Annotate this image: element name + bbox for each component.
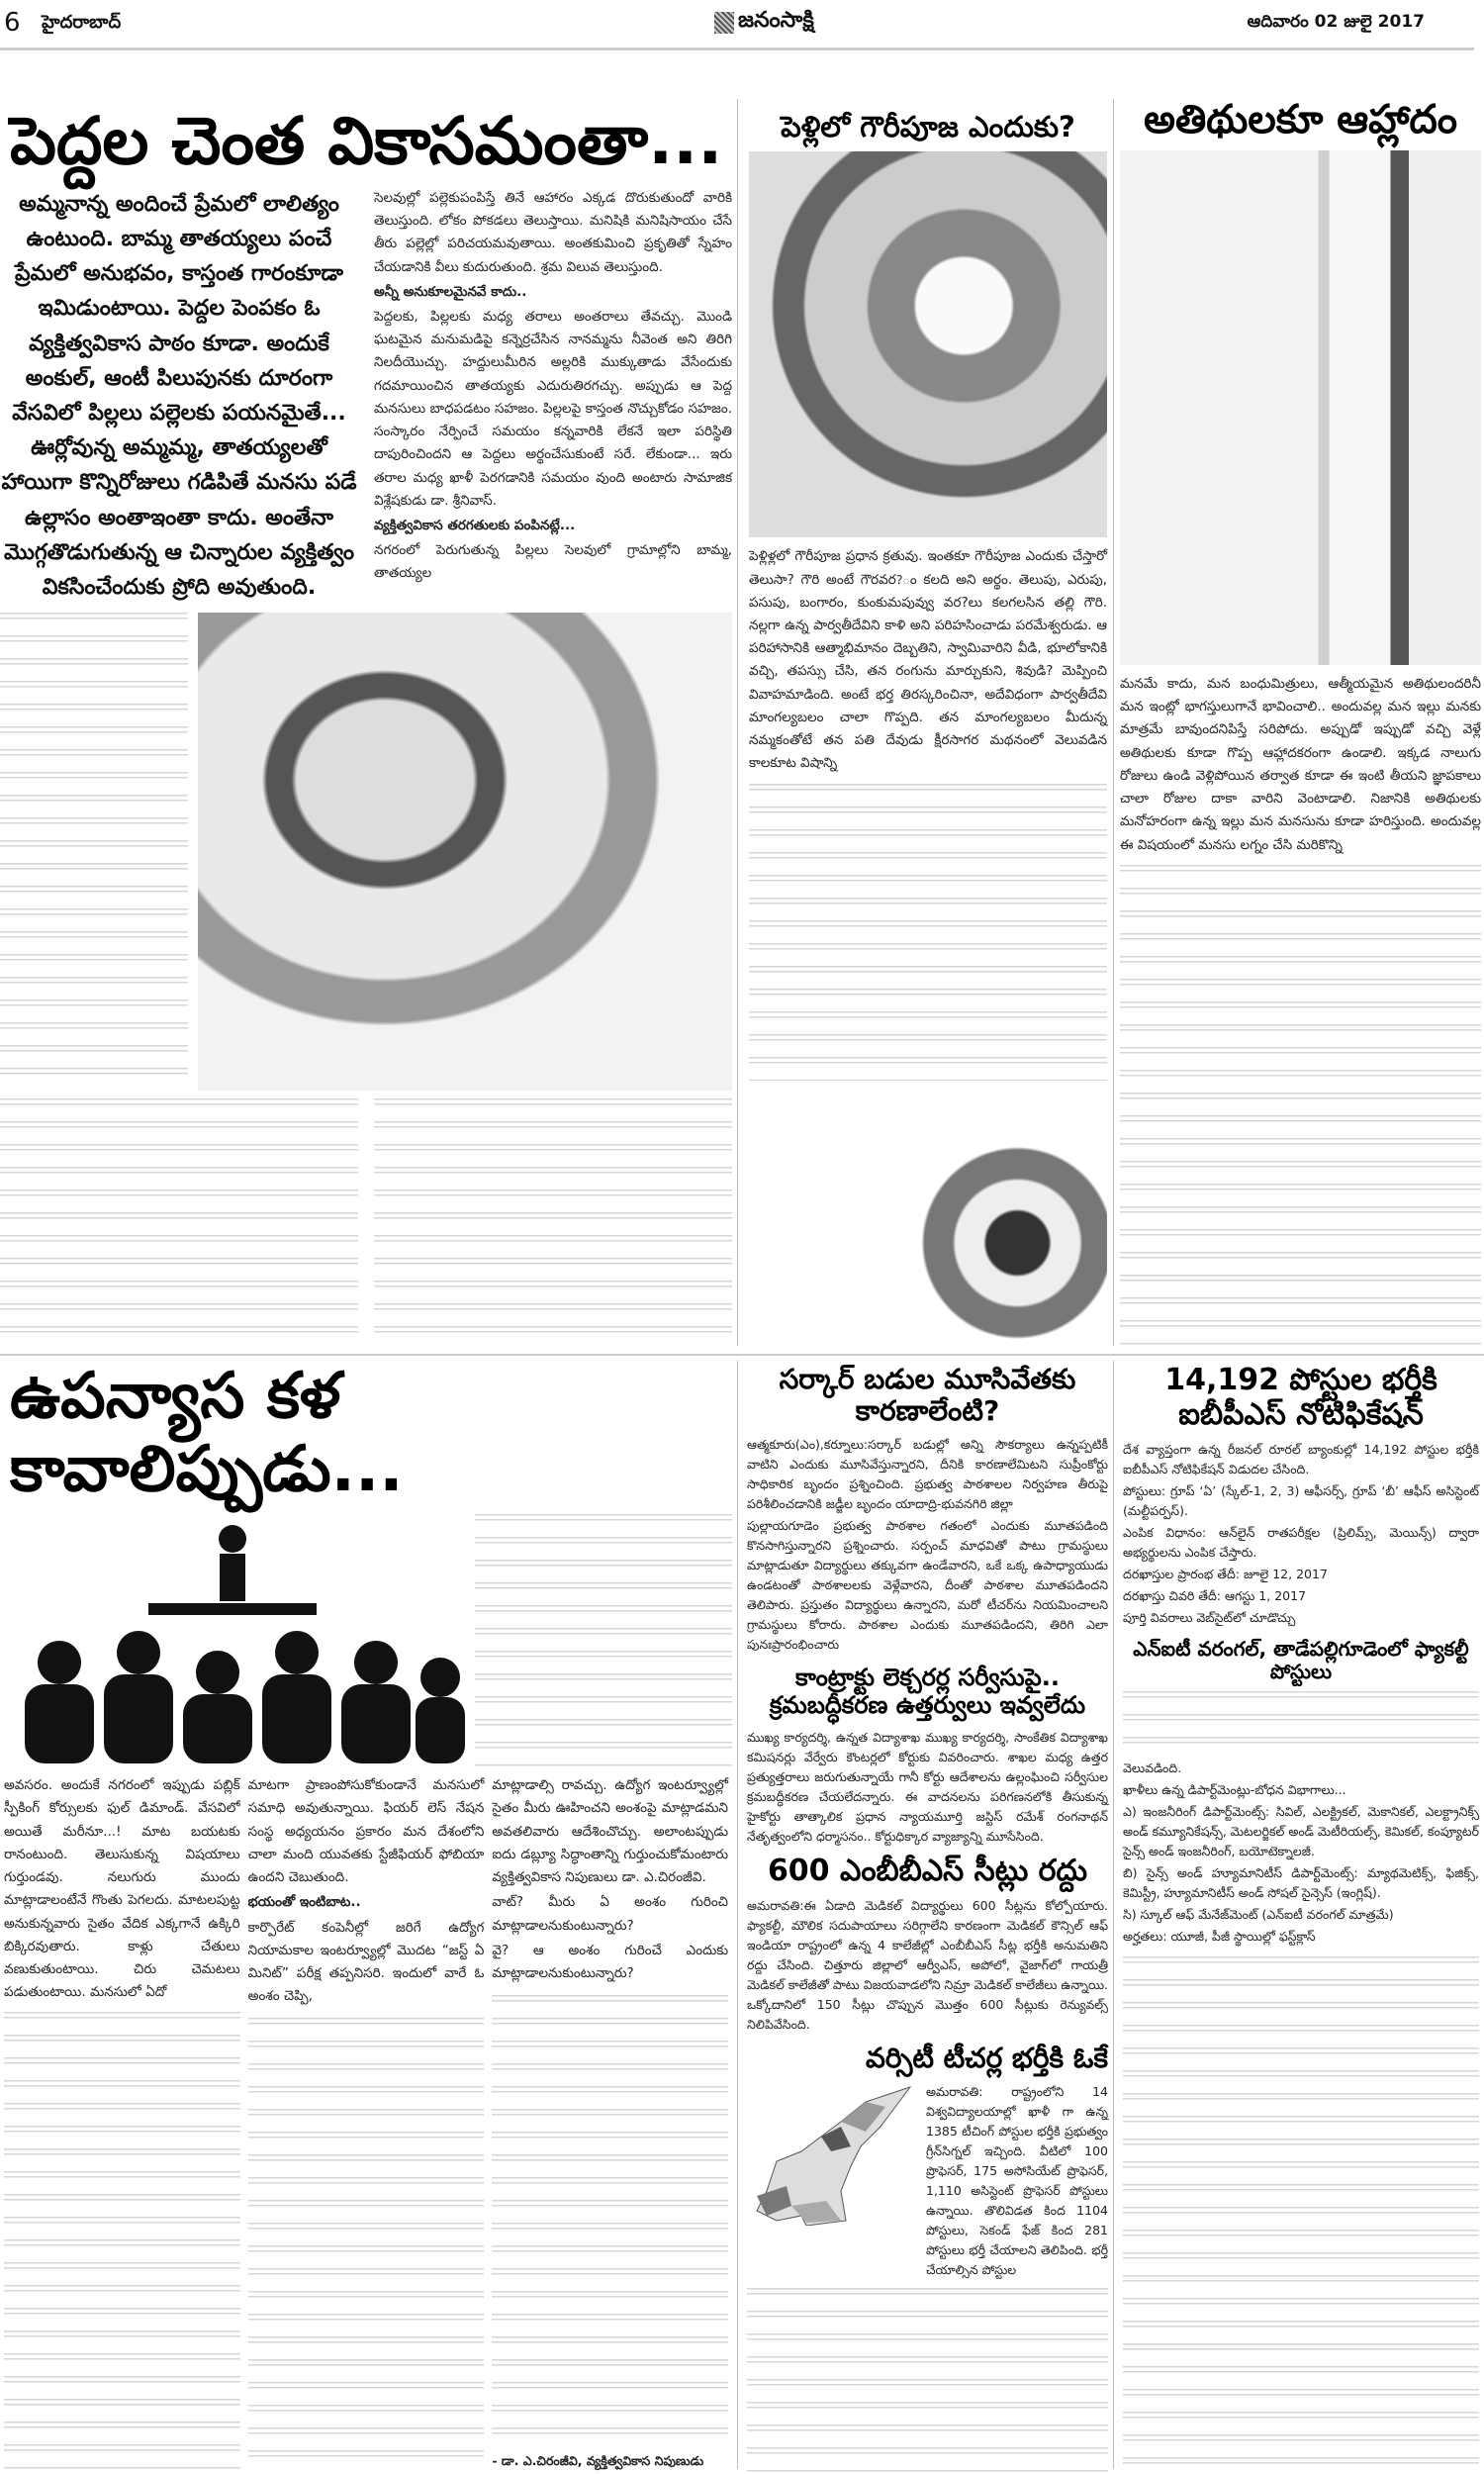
paragraph: బి) సైన్స్ అండ్ హ్యూమానిటీస్ డిపార్ట్‌మెంట్స్: మ్యాథమెటిక్స్, ఫిజిక్స్, కెమిస్ట్రీ, హ్యూమానిటీస్ అండ్ సోషల్ సైన్సెస్ (ఇంగ్లిష్). xyxy=(1123,1865,1479,1900)
mid-bottom-column xyxy=(747,1364,1108,2472)
headline-ibps-notification: 14,192 పోస్టుల భర్తీకి ఐబీపీఎస్ నోటిఫికేషన్ xyxy=(1164,1363,1438,1432)
lecturers-body: ముఖ్య కార్యదర్శి, ఉన్నత విద్యాశాఖ ముఖ్య కార్యదర్శి, సాంకేతిక విద్యాశాఖ కమిషనర్లు వేర్వేరు కౌంటర్లలో కోర్టుకు వివరించారు. శాఖల మధ్య ఉత్తర ప్రత్యుత్తరాలు జరుగుతున్నాయే గానీ కోర్టు ఆదేశాలను ఉల్లంఘించి సర్వీసుల క్రమబద్ధీకరణ చేయలేదన్నారు. ఈ వాదనలను పరిగణనలోకి తీసుకున్న హైకోర్టు తాత్కాలిక ప్రధాన న్యాయమూర్తి జస్టిస్ రమేశ్ రంగనాథన్ నేతృత్వంలోని ధర్మాసనం.. కోర్టుధిక్కార వ్యాజ్యాన్ని మూసేసింది. xyxy=(747,1729,1108,1844)
speech-body-text xyxy=(492,1995,728,2443)
article-elders xyxy=(0,104,732,1346)
paragraph: ఎ) ఇంజనీరింగ్ డిపార్ట్‌మెంట్స్: సివిల్, ఎలక్ట్రికల్, మెకానికల్, ఎలక్ట్రానిక్స్ అండ్ కమ్యూనికేషన్స్, మెటలర్జికల్ అండ్ మెటీరియల్స్, కెమికల్, కంప్యూటర్ సైన్స్ అండ్ ఇంజనీరింగ్, బయోటెక్నాలజీ. xyxy=(1123,1804,1479,1858)
speech-column-2 xyxy=(248,1774,485,2010)
paragraph: పెద్దలకు, పిల్లలకు మధ్య తరాలు అంతరాలు తేవచ్చు. మొండి ఘటమైన మనుమడిపై కన్నెర్రచేసిన నానమ్మను నీవెంత అని తిరిగి నిలదీయొచ్చు. హద్దులుమీరిన అల్లరికి ముక్కుతాడు వేసేందుకు గదమాయించిన తాతయ్యకు ఎదురుతిరగచ్చు. అప్పుడు ఆ పెద్ద మనసులు బాధపడటం సహజం. పిల్లలపై కాస్తంత నొచ్చుకోడం సహజం. సంస్కారం నేర్పించే సమయం కన్నవారికి లేకనే ఇలా పరిస్థితి దాపురించిందని ఆ పెద్దలు అర్థంచేసుకుంటే సరే. లేకుండా... ఇరు తరాల మధ్య ఖాళీ పెరగడానికి సమయం వుంది అంటారు సామాజిక విశ్లేషకుడు డా. శ్రీనివాస్. xyxy=(374,308,732,509)
headline-elders: పెద్దల చెంత వికాసమంతా... xyxy=(10,103,723,179)
paragraph: పోస్టులు: గ్రూప్ ‘ఏ’ (స్కేల్-1, 2, 3) ఆఫీసర్స్, గ్రూప్ ‘బీ’ ఆఫీస్ అసిస్టెంట్ (మల్టీపర్పస్). xyxy=(1123,1483,1479,1518)
speech-column-3 xyxy=(492,1774,728,1987)
paragraph: ఆత్మకూరు(ఎం),కర్నూలు:సర్కార్ బడుల్లో అన్ని సౌకర్యాలు ఉన్నప్పటికీ వాటిని ఎందుకు మూసివేస్తున్నారని, దీనికి కారణాలేమిటని సుప్రీంకోర్టు సాధికారిక బృందం ప్రశ్నించింది. ప్రభుత్వ పాఠశాలల నిర్వహణ తీరుపై పరిశీలించడానికి జడ్జీల బృందం యాదాద్రి-భువనగిరి జిల్లా xyxy=(747,1437,1108,1512)
speech-body-text xyxy=(475,1514,732,1766)
headline-gouri-puja: పెళ్లిలో గౌరీపూజ ఎందుకు? xyxy=(781,110,1075,143)
speech-column-1-wrap xyxy=(4,1774,240,2471)
headline-contract-lecturers xyxy=(747,1665,1108,1719)
nit-body-text xyxy=(1123,1956,1479,2472)
subheading: భయంతో ఇంటిబాట.. xyxy=(247,1894,361,1911)
elders-top-columns xyxy=(0,187,732,605)
schools-body xyxy=(747,1435,1108,1657)
right-bottom-column xyxy=(1123,1364,1479,2472)
column-divider xyxy=(1113,99,1114,1346)
elders-body-text xyxy=(0,1098,358,1346)
headline-university-teachers: వర్సిటీ టీచర్ల భర్తీకి ఓకే xyxy=(866,2042,1108,2075)
paragraph: పుల్లాయగూడెం ప్రభుత్వ పాఠశాల గతంలో ఎందుకు మూతపడింది కొనసాగిస్తున్నారని ప్రశ్నించారు. సర్పంచ్ మాధవితో పాటు గ్రామస్థులు మాట్లాడుతూ విద్యార్థులు తక్కువగా ఉండేవారని, ఒకే ఒక్క ఉపాధ్యాయుడు ఉండటంతో పాఠశాలలకు వెళ్లేవారని, దీంతో పాఠశాల మూతపడిందని తెలిపారు. ప్రస్తుతం విద్యార్థులు ఉన్నారని, మరో టీచర్‌ను నియమించాలని గ్రామస్థులు కోరారు. పాఠశాల ఎందుకు మూతపడిందని, తిరిగి ఎలా పునఃప్రారంభించారు xyxy=(747,1518,1108,1653)
speech-illustration-row xyxy=(0,1514,732,1766)
bride-hands-idol-photo xyxy=(749,1089,1107,1346)
mbbs-body: అమరావతి:ఈ ఏడాది మెడికల్ విద్యార్థులు 600 సీట్లను కోల్పోయారు. ఫ్యాకల్టీ, మౌలిక సదుపాయాలు సరిగ్గాలేని కారణంగా మెడికల్ కౌన్సిల్ ఆఫ్ ఇండియా రాష్ట్రంలో ఉన్న 4 కాలేజీల్లో ఎంబీబీఎస్ సీట్ల భర్తీకి అనుమతిని రద్దు చేసింది. చిత్తూరు జిల్లాలో ఆర్వీఎస్, అపోలో, వైజాగ్‌లో గాయత్రీ మెడికల్ కాలేజీతో పాటు విజయవాడలోని నిమ్రా మెడికల్ కాలేజీలు ఉన్నాయి. ఒక్కోదానిలో 150 సీట్లు చొప్పున మొత్తం 600 సీట్లుకు రెన్యువల్స్ నిలిపివేసింది. xyxy=(747,1898,1108,2033)
speech-column-1: అవసరం. అందుకే నగరంలో ఇప్పుడు పబ్లిక్ స్పీకింగ్ కోర్సులకు ఫుల్ డిమాండ్. వేసవిలో అయితే మరీనూ...! మాట బయటకు రానంటుంది. తెలుసుకున్న విషయాలు గుర్తుండవు. నలుగురు ముందు మాట్లాడాలంటేనే గొంతు పెగలదు. మాటలపుట్ట అనుకున్నవారు సైతం వేదిక ఎక్కగానే ఉక్కిరి బిక్కిరవుతారు. కాళ్లు చేతులు వణుకుతుంటాయి. చిరు చెమటలు పడుతుంటాయి. మనసులో ఏదో xyxy=(4,1777,240,2001)
headline-line: క్రమబద్ధీకరణ ఉత్తర్వులు ఇవ్వలేదు xyxy=(769,1690,1086,1719)
headline-school-closures: సర్కార్ బడుల మూసివేతకు కారణాలేంటి? xyxy=(779,1363,1076,1428)
headline-guests: అతిథులకూ ఆహ్లాదం xyxy=(1143,97,1457,143)
paragraph: కార్పొరేట్ కంపెనీల్లో జరిగే ఉద్యోగ నియామకాల ఇంటర్వ్యూల్లో మొదట “జస్ట్ ఏ మినిట్” పరీక్ష తప్పనిసరి. ఇందులో వారే ఓ అంశం చెప్పి, xyxy=(247,1919,485,2005)
gouri-body-text xyxy=(749,784,1107,1081)
elders-bottom-columns xyxy=(0,1098,732,1346)
paragraph: వాట్? మీరు ఏ అంశం గురించి మాట్లాడాలనుకుంటున్నారు? xyxy=(492,1894,729,1934)
paragraph: మాట్లాడాల్సి రావచ్చు. ఉద్యోగ ఇంటర్వ్యూల్లో సైతం మీరు ఊహించని అంశంపై మాట్లాడమని అవతలివారు ఆదేశించొచ్చు. అలాంటప్పుడు ఐదు డబ్ల్యూ సిద్ధాంతాన్ని గుర్తుంచుకోమంటారు వ్యక్తిత్వవికాస నిపుణులు డా. ఎ.చిరంజీవి. xyxy=(492,1777,729,1886)
speaker-audience-illustration xyxy=(0,1514,465,1766)
logo-text: జనంసాక్షి xyxy=(738,8,814,33)
article-guests xyxy=(1120,97,1481,1346)
paragraph: పూర్తి వివరాలు వెబ్‌సైట్‌లో చూడొచ్చు xyxy=(1123,1610,1296,1625)
logo-emblem-icon xyxy=(714,12,734,34)
application-end-date: దరఖాస్తు చివరి తేదీ: ఆగస్టు 1, 2017 xyxy=(1123,1588,1307,1603)
page-number: 6 xyxy=(4,8,21,38)
section-rule xyxy=(0,1354,1484,1356)
varsity-body: అమరావతి: రాష్ట్రంలోని 14 విశ్వవిద్యాలయాల్లో ఖాళీ గా ఉన్న 1385 టీచింగ్ పోస్టుల భర్తీకి ప్రభుత్వం గ్రీన్‌సిగ్నల్ ఇచ్చింది. వీటిలో 100 ప్రొఫెసర్, 175 అసోసియేట్ ప్రొఫెసర్, 1,110 అసిస్టెంట్ ప్రొఫెసర్ పోస్టులు ఉన్నాయి. తొలివిడత కింద 1104 పోస్టులు, సెకండ్ ఫేజ్ కింద 281 పోస్టులు భర్తీ చేయాలని తెలిపింది. భర్తీ చేయాల్సిన పోస్టుల xyxy=(926,2084,1108,2278)
elders-column-2 xyxy=(374,187,732,605)
gouri-body: పెళ్లిళ్లలో గౌరీపూజ ప్రధాన క్రతువు. ఇంతకూ గౌరీపూజ ఎందుకు చేస్తారో తెలుసా? గౌరి అంటే గౌరవర?ం కలది అని అర్థం. తెలుపు, ఎరుపు, పసుపు, బంగారం, కుంకుమపువ్వు వర?లు కలగలసిన తల్లి గౌరి. నల్లగా ఉన్న పార్వతీదేవిని కాళి అని పరిహసించాడు పరమేశ్వరుడు. ఆ పరిహాసానికి ఆత్మాభిమానం దెబ్బతిని, స్వామివారిని వీడి, భూలోకానికి వచ్చి, తపస్సు చేసి, తన రంగును మార్చుకుని, శివుడి? మెప్పించి వివాహమాడింది. అంటే భర్త తిరస్కరించినా, అదేవిధంగా పార్వతీదేవి మాంగల్యబలం చాలా గొప్పది. తన మాంగల్యబలం మీదున్న నమ్మకంతోటే తన పతి దేవుడు క్షీరసాగర మథనంలో వెలువడిన కాలకూట విషాన్ని xyxy=(749,548,1107,772)
paragraph: దేశ వ్యాప్తంగా ఉన్న రీజనల్ రూరల్ బ్యాంకుల్లో 14,192 పోస్టుల భర్తీకి ఐబీపీఎస్ నోటిఫికేషన్ విడుదల చేసింది. xyxy=(1123,1442,1479,1476)
varsity-body-text xyxy=(747,2288,1108,2472)
article-speech xyxy=(0,1361,732,2471)
paragraph: సెలవుల్లో పల్లెకుపంపిస్తే తినే ఆహారం ఎక్కడ దొరుకుతుందో వారికి తెలుస్తుంది. లోకం పోకడలు తెలుస్తాయి. మనిషికి మనిషిసాయం చేసే తీరు పల్లెల్లో పరిచయమవుతాయి. అంతకుమించి ప్రకృతితో స్నేహం చేయడానికి వీలు కుదురుతుంది. శ్రమ విలువ తెలుస్తుంది. xyxy=(374,189,732,275)
ibps-body xyxy=(1123,1440,1479,1630)
column-divider xyxy=(737,99,738,1346)
speech-column-2-wrap xyxy=(248,1774,485,2471)
masthead-rule xyxy=(0,48,1474,50)
paragraph: ఎంపిక విధానం: ఆన్‌లైన్ రాతపరీక్షల (ప్రిలిమ్స్, మెయిన్స్) ద్వారా అభ్యర్థులను ఎంపిక చేస్తారు. xyxy=(1123,1525,1479,1560)
speech-body-text xyxy=(248,2018,485,2471)
speech-body-text xyxy=(4,2012,240,2471)
paragraph: ఖాళీలు ఉన్న డిపార్ట్‌మెంట్లు-బోధన విభాగాలు... xyxy=(1123,1782,1346,1797)
wedding-ritual-photo xyxy=(749,151,1107,537)
column-divider xyxy=(737,1361,738,2469)
paragraph: వెలువడింది. xyxy=(1123,1760,1182,1775)
subheading: వ్యక్తిత్వవికాస తరగతులకు పంపినట్లే... xyxy=(374,517,576,533)
newspaper-logo xyxy=(714,8,814,38)
guests-body: మనమే కాదు, మన బంధుమిత్రులు, ఆత్మీయమైన అతిథులందరినీ మన ఇంట్లో భాగస్తులుగానే భావించాలి.. అందువల్ల మన ఇల్లు మనకు మాత్రమే బావుందనిపిస్తే సరిపోదు. అప్పుడో ఇప్పుడో వచ్చి వెళ్లే అతిథులకు కూడా గొప్ప ఆహ్లాదకరంగా ఉండాలి. ఇక్కడ నాలుగు రోజులు ఉండి వెళ్లిపోయిన తర్వాత కూడా ఈ ఇంటి తీయని జ్ఞాపకాలు చాలా రోజుల దాకా వారిని వెంటాడాలి. నిజానికి అతిథులకు మనోహరంగా ఉన్న ఇల్లు మన మనసును కూడా హరిస్తుంది. అందువల్ల ఈ విషయంలో మనసు లగ్నం చేసి మరికొన్ని xyxy=(1120,676,1481,853)
paragraph: సి) స్కూల్ ఆఫ్ మేనేజ్‌మెంట్ (ఎన్ఐటీ వరంగల్ మాత్రమే) xyxy=(1123,1907,1394,1922)
speech-byline: - డా. ఎ.చిరంజీవి, వ్యక్తిత్వవికాస నిపుణుడు xyxy=(492,2453,704,2468)
grandmother-feeding-child-photo xyxy=(198,613,732,1091)
paragraph: నగరంలో పెరుగుతున్న పిల్లలు సెలవులో గ్రామాల్లోని బామ్మ, తాతయ్యల xyxy=(374,542,732,582)
article-gouri xyxy=(749,111,1107,1346)
guests-body-text xyxy=(1120,865,1481,1346)
headline-nit-faculty: ఎన్ఐటీ వరంగల్, తాడేపల్లిగూడెంలో ఫ్యాకల్టీ పోస్టులు xyxy=(1133,1637,1469,1683)
elders-body-text xyxy=(374,1098,732,1346)
paragraph: అర్హతలు: యూజీ, పీజీ స్థాయిల్లో ఫస్ట్‌క్లాస్ xyxy=(1123,1929,1316,1944)
paragraph: మాటగా ప్రాణంపోసుకోకుండానే మనసులో సమాధి అవుతున్నాయి. ఫియర్ లెస్ నేషన సంస్థ అధ్యయనం ప్రకారం మన దేశంలోని చాలా మంది యువతకు స్టేజీఫియర్ ఫోబియా ఉందని చెబుతుంది. xyxy=(247,1777,485,1886)
column-divider xyxy=(1113,1361,1114,2469)
dining-room-photo xyxy=(1120,150,1481,665)
varsity-row xyxy=(747,2082,1108,2280)
subheading: అన్నీ అనుకూలమైనవే కాదు.. xyxy=(374,283,527,300)
headline-mbbs-seats: 600 ఎంబీబీఎస్ సీట్లు రద్దు xyxy=(767,1853,1088,1888)
edition-label: హైదరాబాద్ xyxy=(42,12,122,33)
paragraph: వై? ఆ అంశం గురించే ఎందుకు మాట్లాడాలనుకుంటున్నారు? xyxy=(492,1942,729,1981)
speech-column-3-wrap xyxy=(492,1774,728,2471)
nit-body xyxy=(1123,1759,1479,1949)
andhra-pradesh-map xyxy=(747,2082,920,2226)
application-start-date: దరఖాస్తుల ప్రారంభ తేదీ: జూలై 12, 2017 xyxy=(1123,1567,1328,1581)
elders-body-text xyxy=(0,613,188,1091)
headline-line: కాంట్రాక్టు లెక్చరర్ల సర్వీసుపై.. xyxy=(795,1664,1060,1692)
headline-public-speaking: ఉపన్యాస కళ కావాలిప్పుడు... xyxy=(10,1360,404,1506)
elders-photo-row xyxy=(0,613,732,1091)
speech-columns xyxy=(0,1774,732,2471)
issue-date: ఆదివారం 02 జులై 2017 xyxy=(1247,12,1425,32)
nit-body-text xyxy=(1123,1691,1479,1751)
elders-intro: అమ్మనాన్న అందించే ప్రేమలో లాలిత్యం ఉంటుంది. బామ్మ తాతయ్యలు పంచే ప్రేమలో అనుభవం, కాస్తంత గారంకూడా ఇమిడుంటాయి. పెద్దల పెంపకం ఓ వ్యక్తిత్వవికాస పాఠం కూడా. అందుకే అంకుల్, ఆంటీ పిలుపునకు దూరంగా వేసవిలో పిల్లలు పల్లెలకు పయనమైతే... ఊర్లోవున్న అమ్మమ్మ, తాతయ్యలతో హాయిగా కొన్నిరోజులు గడిపితే మనసు పడే ఉల్లాసం అంతాఇంతా కాదు. అంతేనా మొగ్గతొడుగుతున్న ఆ చిన్నారుల వ్యక్తిత్వం వికసించేందుకు ప్రోది అవుతుంది. xyxy=(1,191,357,600)
